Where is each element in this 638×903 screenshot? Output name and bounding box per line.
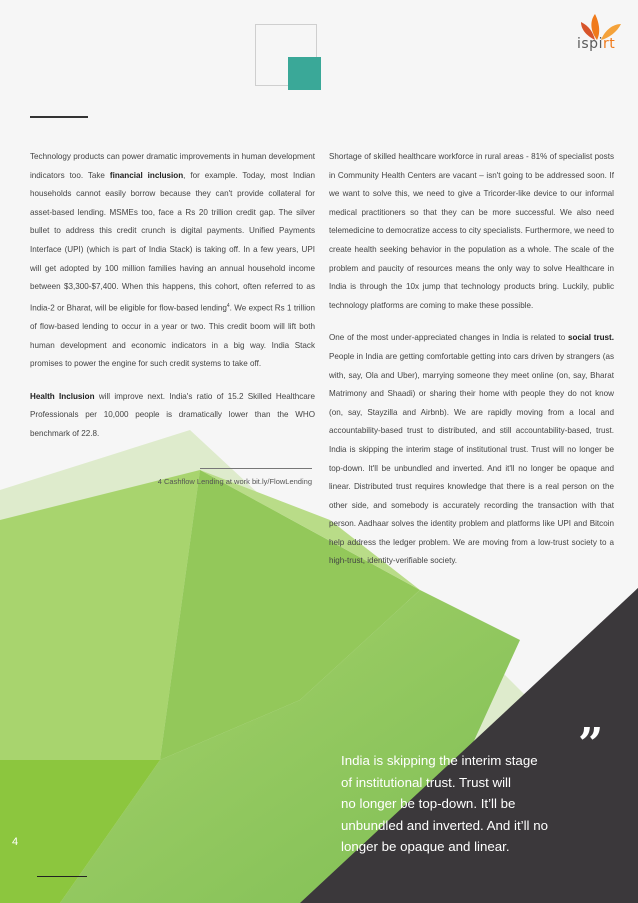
top-rule (30, 116, 88, 118)
quote-icon: ” (578, 719, 604, 770)
left-column (30, 148, 315, 458)
logo-wordmark (577, 36, 615, 52)
pull-quote-line: of institutional trust. Trust will (341, 774, 511, 790)
pull-quote-line: unbundled and inverted. And it’ll no (341, 817, 548, 833)
footnote-rule (200, 468, 312, 469)
page-number: 4 (12, 836, 19, 848)
right-column (329, 148, 614, 585)
logo-main: ispi (577, 36, 603, 52)
pull-quote-line: India is skipping the interim stage (341, 753, 538, 768)
social-trust-paragraph: One of the most under-appreciated changes in India is related to social trust. People in India are getting comfortable getting into cars driven by strangers (as with, say, Ola and Uber), marrying someone they meet online (on, say, Bharat Matrimony and Shaadi) or sharing their home with people they do not know (on, say, Stayzilla and Airbnb). We are rapidly moving from a local and accountability-based trust to distributed, and still accountability-based, trust. India is skipping the interim stage of institutional trust. Trust will no longer be top-down. It'll be unbundled and inverted. And it'll no longer be opaque and linear. Distributed trust requires knowledge that there is a real person on the other side, and somebody is accurately recording the transaction with that person. Aadhaar solves the identity problem and platforms like UPI and Bitcoin help address the ledger problem. We are moving from a low-trust society to a high-trust, identity-verifiable society. (329, 333, 614, 566)
pull-quote (341, 750, 591, 858)
page-number-box (0, 808, 37, 903)
pull-quote-line: longer be opaque and linear. (341, 839, 510, 854)
footnote: 4 Cashflow Lending at work bit.ly/FlowLending (157, 477, 312, 486)
health-inclusion-paragraph: Health Inclusion will improve next. India's ratio of 15.2 Skilled Healthcare Professionals per 10,000 people is dramatically lower than the WHO benchmark of 22.8. (30, 391, 315, 438)
financial-inclusion-paragraph: Technology products can power dramatic improvements in human development indicators too. Take financial inclusion, for example. Today, most Indian households cannot easily borrow because they can't provide collateral for asset-based lending. MSMEs too, face a Rs 20 trillion credit gap. The silver bullet to address this credit crunch is digital payments. Unified Payments Interface (UPI) (which is part of India Stack) is taking off. In a few years, UPI will get adopted by 100 million families having an annual household income between $3,300-$7,400. When this happens, this cohort, often referred to as India-2 or Bharat, will be eligible for flow-based lending$^4$. We expect Rs 1 trillion of flow-based lending to occur in a year or two. This credit boom will lift both human development and economic indicators in a big way. India Stack promises to power the engine for such credit systems to take off. (30, 152, 316, 369)
healthcare-paragraph: Shortage of skilled healthcare workforce in rural areas - 81% of specialist posts in Community Health Centers are vacant – isn't going to be addressed soon. If we want to solve this, we need to give a Tricorder-like device to our informal medical practitioners so that they can be more successful. We also need telemedicine to democratize access to city specialists. Furthermore, we need to create health seeking behavior in the population as a whole. The scale of the problem and paucity of resources means the only way to solve Healthcare in India is through the 10x jump that technology products bring. Luckily, public technology platforms are coming to make these possible. (329, 152, 614, 310)
decor-square-teal (288, 57, 321, 90)
bottom-rule (37, 876, 87, 877)
logo-accent: rt (602, 36, 616, 52)
pull-quote-line: no longer be top-down. It’ll be (341, 796, 516, 811)
